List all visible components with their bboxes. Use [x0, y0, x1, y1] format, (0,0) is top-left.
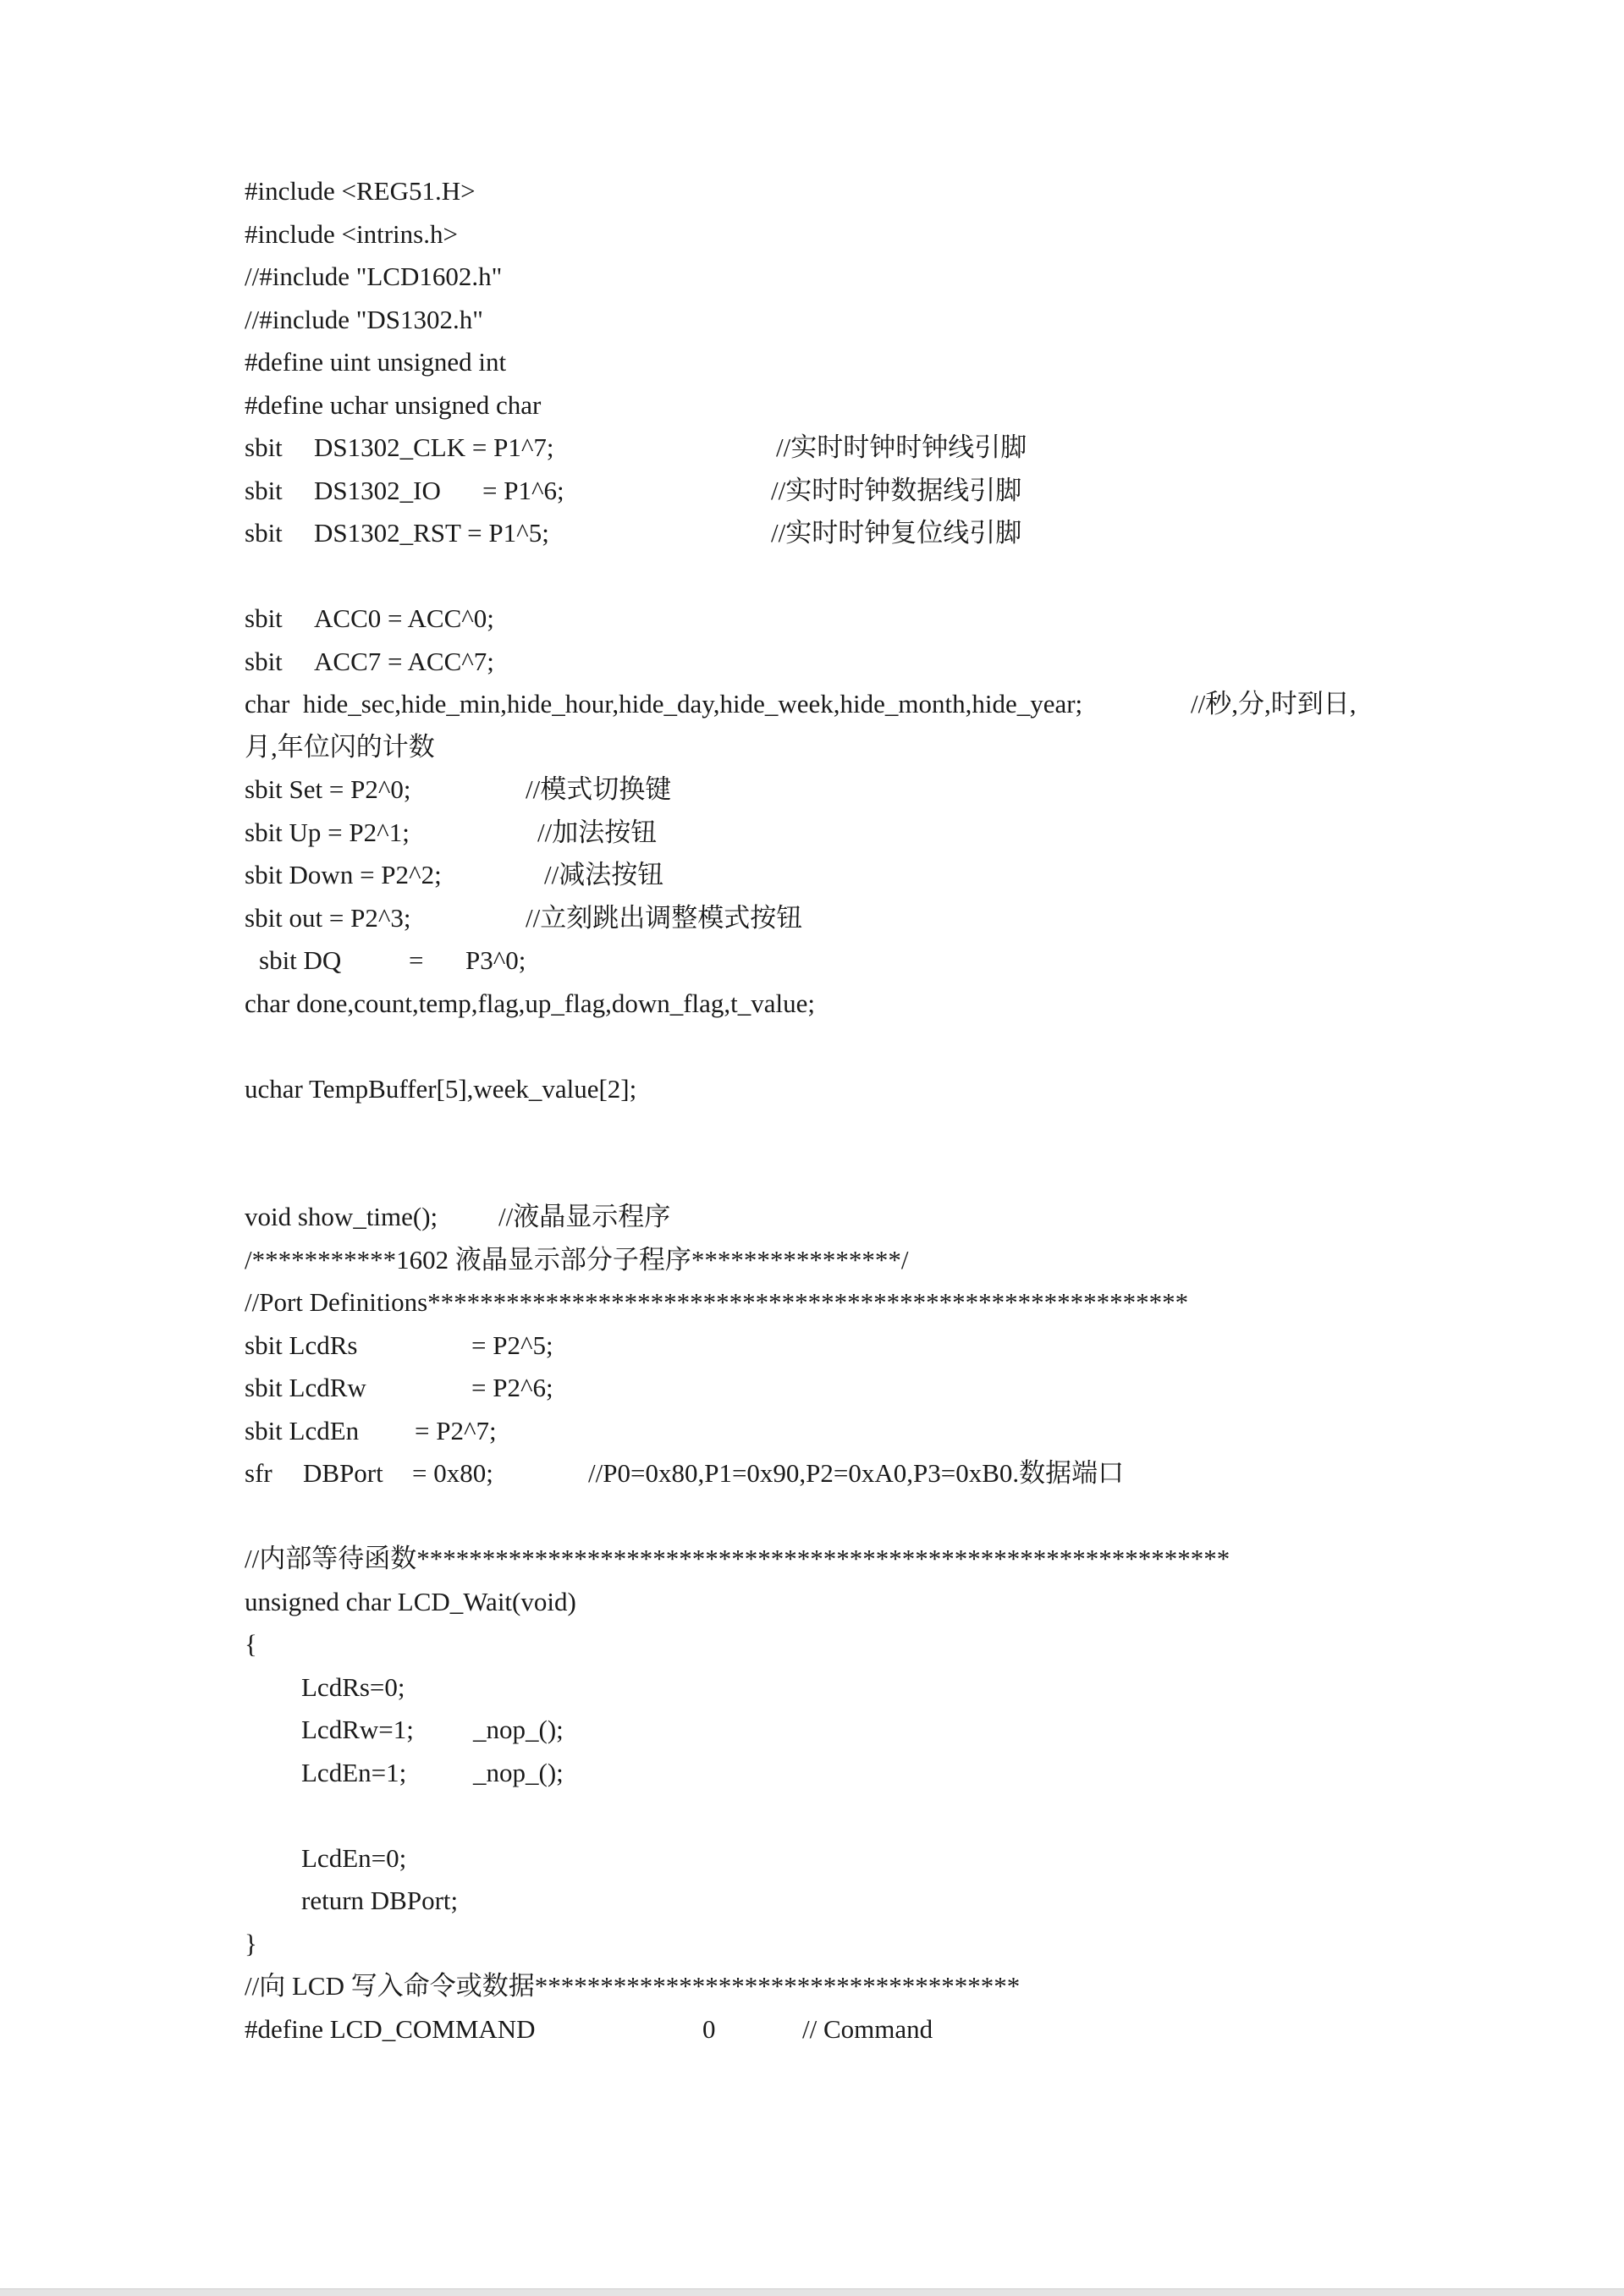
- code-text: sbit Up = P2^1;: [245, 817, 410, 847]
- code-comment: //减法按钮: [544, 860, 664, 889]
- code-line: [245, 683, 1429, 726]
- code-text: P3^0;: [465, 945, 526, 975]
- code-line: [245, 1452, 1429, 1495]
- code-text: sbit LcdRw: [245, 1373, 366, 1402]
- code-comment: //向 LCD 写入命令或数据*************************************: [245, 1971, 1021, 2001]
- code-comment: /***********1602 液晶显示部分子程序****************/: [245, 1244, 909, 1275]
- code-listing: [245, 170, 1429, 2051]
- code-comment: //立刻跳出调整模式按钮: [526, 902, 803, 933]
- code-text: #define uchar unsigned char: [245, 389, 542, 420]
- code-line: [245, 939, 1429, 983]
- blank-line: [245, 1794, 1429, 1837]
- code-text: = 0x80;: [412, 1458, 493, 1488]
- code-line: [245, 597, 1429, 641]
- code-text: LcdEn=1;: [301, 1757, 407, 1787]
- code-text: LcdRw=1;: [301, 1715, 414, 1744]
- code-line: [245, 299, 1429, 342]
- code-text: //#include "DS1302.h": [245, 304, 483, 334]
- code-text: ACC0 = ACC^0;: [314, 603, 494, 633]
- code-line: [245, 1281, 1429, 1324]
- code-text: LcdRs=0;: [301, 1671, 405, 1702]
- blank-line: [245, 1110, 1429, 1154]
- code-text: void show_time();: [245, 1202, 438, 1231]
- code-line: [245, 983, 1429, 1026]
- code-text: LcdEn=0;: [301, 1842, 407, 1873]
- code-line: [245, 768, 1429, 812]
- code-line: [245, 213, 1429, 256]
- code-text: 0: [702, 2013, 716, 2044]
- code-text: = P1^6;: [482, 475, 564, 505]
- code-text: = P2^7;: [415, 1415, 497, 1445]
- code-text: sbit LcdEn: [245, 1415, 360, 1445]
- code-text: uchar TempBuffer[5],week_value[2];: [245, 1073, 637, 1104]
- code-text: DS1302_IO: [314, 475, 441, 505]
- code-line: [245, 854, 1429, 897]
- code-line: [245, 1923, 1429, 1966]
- code-line: [245, 512, 1429, 555]
- code-line: [245, 256, 1429, 299]
- code-text: DBPort: [303, 1458, 383, 1488]
- code-text: _nop_();: [473, 1715, 564, 1744]
- code-line: [245, 641, 1429, 684]
- code-line: [245, 1538, 1429, 1581]
- code-line: [245, 1324, 1429, 1368]
- code-text: sbit Set = P2^0;: [245, 774, 411, 804]
- code-comment: //内部等待函数**************************************************************: [245, 1544, 1230, 1573]
- code-line: [245, 2008, 1429, 2051]
- code-line: [245, 1666, 1429, 1710]
- code-comment: //加法按钮: [537, 817, 658, 847]
- code-text: unsigned char LCD_Wait(void): [245, 1586, 576, 1616]
- code-comment: //秒,分,时到日,: [1191, 689, 1357, 719]
- blank-line: [245, 1154, 1429, 1197]
- code-text: #include <REG51.H>: [245, 176, 476, 206]
- code-text: sbit LcdRs: [245, 1330, 358, 1360]
- code-comment: //实时时钟时钟线引脚: [776, 432, 1027, 462]
- code-text: = P2^5;: [471, 1330, 553, 1360]
- code-line: [245, 1239, 1429, 1282]
- page-bottom-edge: [0, 2288, 1624, 2296]
- code-comment: // Command: [802, 2013, 933, 2044]
- code-comment: //液晶显示程序: [498, 1202, 671, 1231]
- code-text: #define LCD_COMMAND: [245, 2013, 536, 2044]
- code-text: sbit Down = P2^2;: [245, 860, 442, 889]
- code-text: //#include "LCD1602.h": [245, 262, 503, 291]
- code-comment: //P0=0x80,P1=0x90,P2=0xA0,P3=0xB0.数据端口: [588, 1458, 1125, 1488]
- code-text: ACC7 = ACC^7;: [314, 646, 494, 676]
- code-text: DS1302_CLK = P1^7;: [314, 432, 554, 462]
- code-text: char hide_sec,hide_min,hide_hour,hide_day,hide_week,hide_month,hide_year;: [245, 689, 1083, 719]
- blank-line: [245, 1495, 1429, 1539]
- code-line: [245, 1196, 1429, 1239]
- code-text: sbit DQ: [259, 945, 342, 975]
- code-keyword: sfr: [245, 1458, 273, 1488]
- code-line: [245, 1410, 1429, 1453]
- code-keyword: sbit: [245, 432, 283, 462]
- code-line: [245, 1623, 1429, 1666]
- code-text: = P2^6;: [471, 1373, 553, 1402]
- code-text: #define uint unsigned int: [245, 347, 507, 377]
- code-line: [245, 1709, 1429, 1752]
- code-keyword: sbit: [245, 603, 283, 633]
- blank-line: [245, 1025, 1429, 1068]
- code-line: [245, 1752, 1429, 1795]
- code-text: #include <intrins.h>: [245, 218, 458, 249]
- code-keyword: sbit: [245, 646, 283, 676]
- code-comment: 月,年位闪的计数: [245, 731, 435, 762]
- code-text: sbit out = P2^3;: [245, 902, 411, 933]
- code-line: [245, 427, 1429, 470]
- blank-line: [245, 555, 1429, 598]
- code-line: [245, 384, 1429, 427]
- code-text: char done,count,temp,flag,up_flag,down_flag,t_value;: [245, 988, 816, 1018]
- code-line: [245, 1367, 1429, 1410]
- code-line: [245, 341, 1429, 384]
- code-text: _nop_();: [473, 1757, 564, 1787]
- code-line: [245, 1880, 1429, 1923]
- code-text: }: [245, 1928, 257, 1958]
- code-comment: //实时时钟复位线引脚: [771, 518, 1022, 548]
- code-text: =: [409, 945, 424, 975]
- code-line: [245, 726, 1429, 769]
- code-line: [245, 470, 1429, 513]
- code-line: [245, 897, 1429, 940]
- code-line: [245, 1068, 1429, 1111]
- code-text: return DBPort;: [301, 1886, 459, 1915]
- code-comment: //Port Definitions**********************************************************: [245, 1287, 1189, 1317]
- code-keyword: sbit: [245, 518, 283, 548]
- code-line: [245, 812, 1429, 855]
- code-comment: //模式切换键: [526, 774, 672, 804]
- code-text: {: [245, 1629, 257, 1659]
- code-line: [245, 170, 1429, 213]
- code-comment: //实时时钟数据线引脚: [771, 475, 1022, 505]
- code-line: [245, 1965, 1429, 2008]
- code-line: [245, 1837, 1429, 1880]
- code-keyword: sbit: [245, 475, 283, 505]
- code-line: [245, 1581, 1429, 1624]
- code-text: DS1302_RST = P1^5;: [314, 518, 549, 548]
